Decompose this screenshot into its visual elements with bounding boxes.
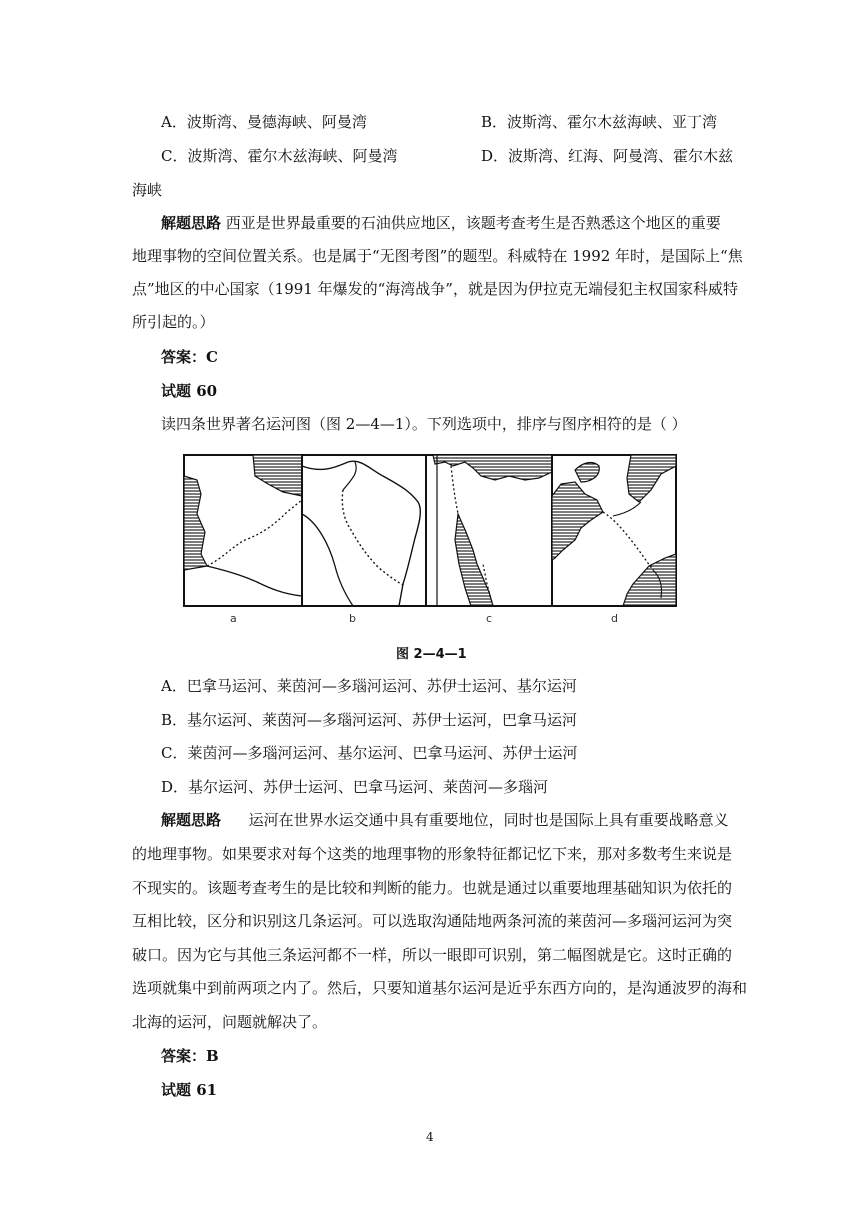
question-60-title: 试题 60 [161,382,218,400]
analysis-text: 所引起的。） [132,313,215,331]
page-number: 4 [426,1130,434,1144]
option-a: A．巴拿马运河、莱茵河—多瑙河运河、苏伊士运河、基尔运河 [161,677,577,695]
analysis-text: 破口。因为它与其他三条运河都不一样，所以一眼即可识别，第二幅图就是它。这时正确的 [132,946,733,964]
canal-maps-figure [183,454,677,610]
option-a: A．波斯湾、曼德海峡、阿曼湾 [161,113,367,131]
panel-label-a: a [230,612,237,625]
analysis-label: 解题思路 [161,214,222,232]
option-c: C．莱茵河—多瑙河运河、基尔运河、巴拿马运河、苏伊士运河 [161,744,578,762]
analysis-text: 互相比较，区分和识别这几条运河。可以选取沟通陆地两条河流的莱茵河—多瑙河运河为突 [132,912,733,930]
option-d: D．基尔运河、苏伊士运河、巴拿马运河、莱茵河—多瑙河 [161,778,549,796]
analysis-text: 不现实的。该题考查考生的是比较和判断的能力。也就是通过以重要地理基础知识为依托的 [132,879,733,897]
map-panel-b [302,455,426,606]
panel-label-b: b [349,612,356,625]
figure-caption: 图 2—4—1 [396,647,467,662]
answer-prev: 答案：C [161,348,218,366]
option-d: D．波斯湾、红海、阿曼湾、霍尔木兹 [481,147,734,165]
map-panel-a [184,455,302,606]
analysis-paragraph-1 [161,213,721,233]
question-61-title: 试题 61 [161,1081,218,1099]
panel-label-c: c [486,612,493,625]
panel-label-d: d [611,612,618,625]
analysis-text: 北海的运河，问题就解决了。 [132,1013,328,1031]
map-panel-c [426,455,552,606]
analysis-paragraph-2 [161,810,729,830]
option-c: C．波斯湾、霍尔木兹海峡、阿曼湾 [161,147,398,165]
question-60-stem: 读四条世界著名运河图（图 2—4—1）。下列选项中，排序与图序相符的是（ ） [161,415,687,433]
option-b: B．波斯湾、霍尔木兹海峡、亚丁湾 [481,113,718,131]
map-panel-d [552,455,676,606]
analysis-text: 的地理事物。如果要求对每个这类的地理事物的形象特征都记忆下来，那对多数考生来说是 [132,845,733,863]
analysis-text: 点”地区的中心国家（1991 年爆发的“海湾战争”，就是因为伊拉克无端侵犯主权国家科威特 [132,280,738,298]
option-b: B．基尔运河、莱茵河—多瑙河运河、苏伊士运河，巴拿马运河 [161,711,578,729]
analysis-label: 解题思路 [161,811,222,829]
option-d-continued: 海峡 [132,181,163,199]
analysis-text: 地理事物的空间位置关系。也是属于“无图考图”的题型。科威特在 1992 年时，是国际上“焦 [132,247,743,265]
analysis-text: 西亚是世界最重要的石油供应地区，该题考查考生是否熟悉这个地区的重要 [225,214,721,232]
answer-60: 答案：B [161,1047,219,1065]
analysis-text: 运河在世界水运交通中具有重要地位，同时也是国际上具有重要战略意义 [248,811,729,829]
analysis-text: 选项就集中到前两项之内了。然后，只要知道基尔运河是近乎东西方向的，是沟通波罗的海和 [132,979,748,997]
